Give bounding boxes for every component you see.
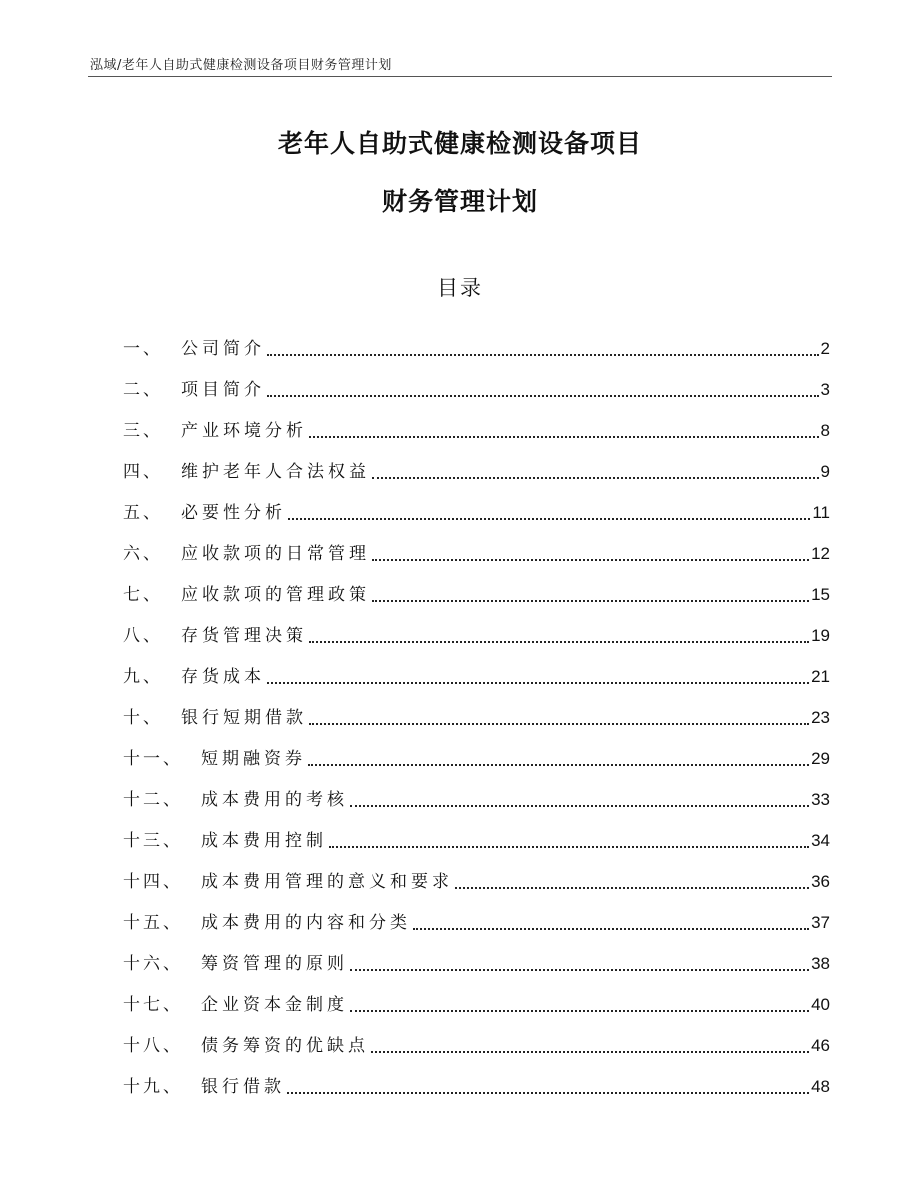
toc-entry-number: 一、 <box>123 339 163 359</box>
toc-entry-number: 十七、 <box>123 995 183 1015</box>
toc-entry-page-number: 19 <box>811 626 830 645</box>
toc-dot-leader <box>372 558 809 561</box>
toc-entry[interactable] <box>123 975 830 1016</box>
toc-dot-leader <box>309 435 819 438</box>
toc-entry-page-number: 11 <box>812 503 830 522</box>
toc-entry-number: 九、 <box>123 667 163 687</box>
toc-entry-label: 产业环境分析 <box>181 421 307 441</box>
toc-entry-number: 七、 <box>123 585 163 605</box>
toc-entry-page-number: 9 <box>820 462 830 481</box>
toc-entry-label: 应收款项的管理政策 <box>181 585 370 605</box>
toc-entry-number: 十二、 <box>123 790 183 810</box>
toc-entry-page-number: 37 <box>811 913 830 932</box>
toc-entry-label: 公司简介 <box>181 339 265 359</box>
toc-entry[interactable] <box>123 729 830 770</box>
toc-entry-number: 四、 <box>123 462 163 482</box>
toc-entry[interactable] <box>123 811 830 852</box>
toc-entry-number: 十一、 <box>123 749 183 769</box>
toc-entry-label: 维护老年人合法权益 <box>181 462 370 482</box>
toc-entry-label: 银行短期借款 <box>181 708 307 728</box>
toc-entry[interactable] <box>123 319 830 360</box>
toc-entry-page-number: 21 <box>811 667 830 686</box>
toc-entry-page-number: 33 <box>811 790 830 809</box>
toc-entry-page-number: 46 <box>811 1036 830 1055</box>
toc-entry-number: 八、 <box>123 626 163 646</box>
toc-dot-leader <box>309 722 809 725</box>
toc-dot-leader <box>329 845 809 848</box>
toc-entry-page-number: 29 <box>811 749 830 768</box>
toc-dot-leader <box>350 1009 809 1012</box>
toc-dot-leader <box>267 394 819 397</box>
toc-entry[interactable] <box>123 1016 830 1057</box>
toc-entry-number: 十三、 <box>123 831 183 851</box>
toc-entry[interactable] <box>123 524 830 565</box>
toc-entry-number: 十六、 <box>123 954 183 974</box>
toc-entry[interactable] <box>123 647 830 688</box>
toc-dot-leader <box>350 968 809 971</box>
toc-entry-page-number: 40 <box>811 995 830 1014</box>
document-title-line-1: 老年人自助式健康检测设备项目 <box>277 129 642 158</box>
document-title-line-2: 财务管理计划 <box>381 187 538 216</box>
toc-entry-label: 成本费用管理的意义和要求 <box>201 872 453 892</box>
toc-heading: 目录 <box>437 276 483 300</box>
toc-entry-label: 企业资本金制度 <box>201 995 348 1015</box>
toc-dot-leader <box>371 1050 809 1053</box>
toc-entry[interactable] <box>123 688 830 729</box>
toc-dot-leader <box>288 517 810 520</box>
toc-entry-label: 项目简介 <box>181 380 265 400</box>
toc-dot-leader <box>350 804 809 807</box>
toc-entry-number: 十九、 <box>123 1077 183 1097</box>
toc-entry[interactable] <box>123 565 830 606</box>
toc-entry[interactable] <box>123 893 830 934</box>
toc-entry-label: 筹资管理的原则 <box>201 954 348 974</box>
toc-entry-page-number: 12 <box>811 544 830 563</box>
toc-entry-page-number: 8 <box>820 421 830 440</box>
toc-entry-label: 必要性分析 <box>181 503 286 523</box>
toc-entry-label: 短期融资券 <box>201 749 306 769</box>
toc-entry-label: 成本费用控制 <box>201 831 327 851</box>
toc-entry-page-number: 23 <box>811 708 830 727</box>
toc-dot-leader <box>309 640 809 643</box>
toc-entry-number: 十八、 <box>123 1036 183 1056</box>
table-of-contents <box>123 319 830 1098</box>
toc-entry-page-number: 34 <box>811 831 830 850</box>
toc-entry[interactable] <box>123 606 830 647</box>
toc-entry[interactable] <box>123 852 830 893</box>
toc-entry-page-number: 3 <box>820 380 830 399</box>
toc-dot-leader <box>413 927 809 930</box>
toc-entry-label: 存货成本 <box>181 667 265 687</box>
toc-entry-number: 十四、 <box>123 872 183 892</box>
toc-entry-label: 银行借款 <box>201 1077 285 1097</box>
toc-entry-label: 成本费用的考核 <box>201 790 348 810</box>
toc-dot-leader <box>287 1091 809 1094</box>
toc-entry-page-number: 2 <box>820 339 830 358</box>
toc-dot-leader <box>372 599 809 602</box>
toc-entry[interactable] <box>123 1057 830 1098</box>
toc-entry-number: 五、 <box>123 503 163 523</box>
toc-entry-label: 应收款项的日常管理 <box>181 544 370 564</box>
toc-entry-page-number: 38 <box>811 954 830 973</box>
running-header: 泓域/老年人自助式健康检测设备项目财务管理计划 <box>90 58 392 73</box>
toc-entry-number: 十五、 <box>123 913 183 933</box>
toc-entry-number: 六、 <box>123 544 163 564</box>
toc-entry-label: 成本费用的内容和分类 <box>201 913 411 933</box>
toc-dot-leader <box>267 681 809 684</box>
header-rule <box>88 76 832 77</box>
toc-entry[interactable] <box>123 401 830 442</box>
toc-entry-label: 债务筹资的优缺点 <box>201 1036 369 1056</box>
toc-dot-leader <box>308 763 809 766</box>
toc-entry[interactable] <box>123 934 830 975</box>
toc-dot-leader <box>372 476 819 479</box>
toc-entry[interactable] <box>123 770 830 811</box>
toc-entry[interactable] <box>123 483 830 524</box>
toc-entry[interactable] <box>123 360 830 401</box>
toc-entry-number: 十、 <box>123 708 163 728</box>
toc-dot-leader <box>455 886 809 889</box>
toc-entry-label: 存货管理决策 <box>181 626 307 646</box>
toc-entry[interactable] <box>123 442 830 483</box>
toc-entry-number: 三、 <box>123 421 163 441</box>
toc-entry-page-number: 36 <box>811 872 830 891</box>
toc-dot-leader <box>267 353 819 356</box>
toc-entry-page-number: 48 <box>811 1077 830 1096</box>
toc-entry-page-number: 15 <box>811 585 830 604</box>
toc-entry-number: 二、 <box>123 380 163 400</box>
